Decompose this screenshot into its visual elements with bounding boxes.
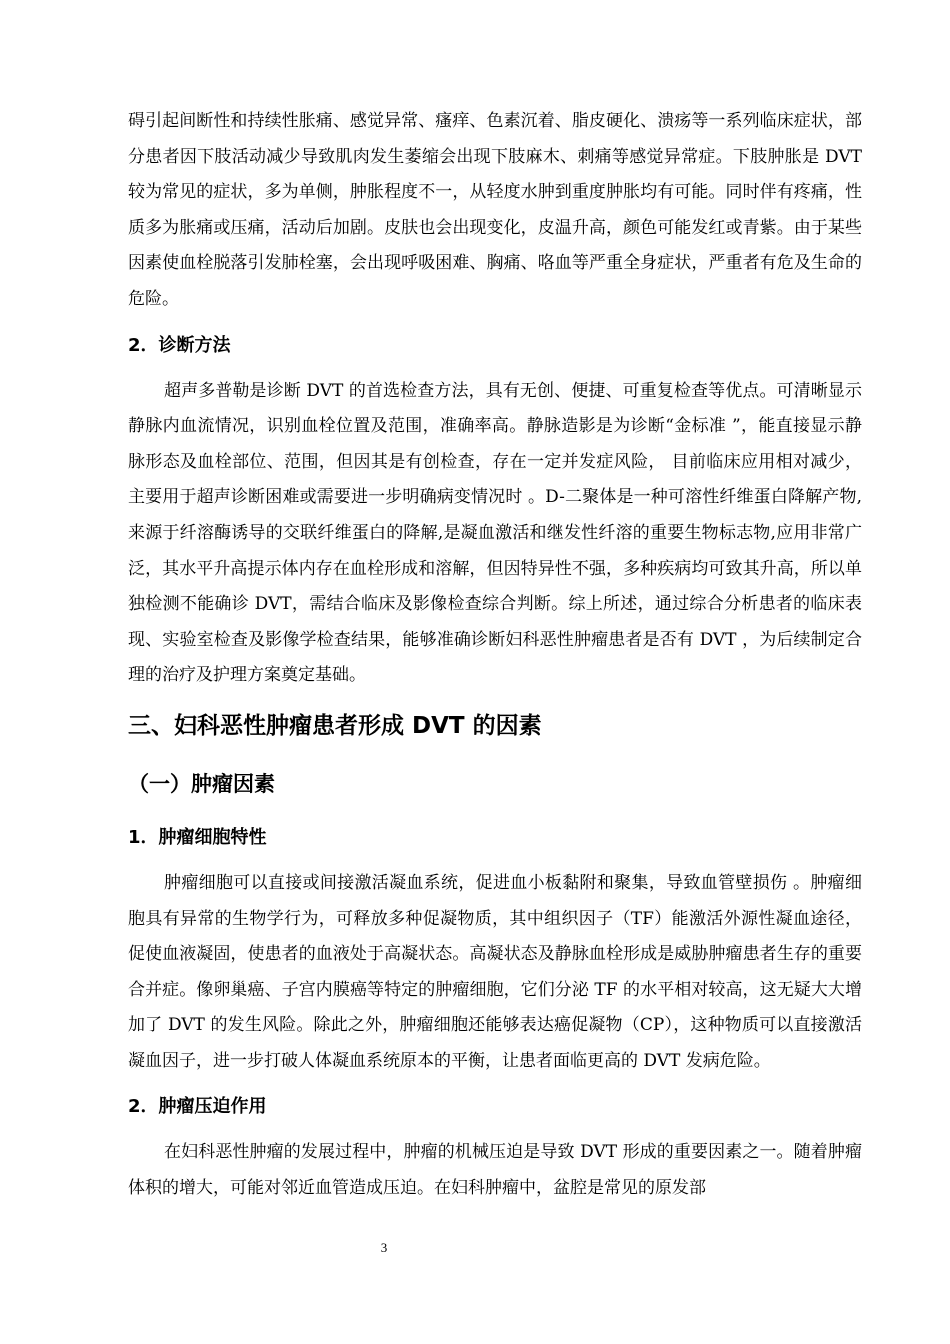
document-page	[128, 104, 862, 1207]
heading-diagnosis-methods: 2．诊断方法	[128, 334, 231, 356]
paragraph-symptoms: 碍引起间断性和持续性胀痛、感觉异常、瘙痒、色素沉着、脂皮硬化、溃疡等一系列临床症状，部分患者因下肢活动减少导致肌肉发生萎缩会出现下肢麻木、刺痛等感觉异常症。下肢肿胀是 DVT 较为常见的症状，多为单侧，肿胀程度不一，从轻度水肿到重度肿胀均有可能。同时伴有疼痛，性质多为胀痛或压痛，活动后加剧。皮肤也会出现变化，皮温升高，颜色可能发红或青紫。由于某些因素使血栓脱落引发肺栓塞，会出现呼吸困难、胸痛、咯血等严重全身症状，严重者有危及生命的危险。	[128, 111, 862, 309]
paragraph-compression: 在妇科恶性肿瘤的发展过程中，肿瘤的机械压迫是导致 DVT 形成的重要因素之一。随着肿瘤体积的增大，可能对邻近血管造成压迫。在妇科肿瘤中，盆腔是常见的原发部	[128, 1142, 862, 1199]
page-number: 3	[380, 1240, 388, 1255]
paragraph-diagnosis: 超声多普勒是诊断 DVT 的首选检查方法，具有无创、便捷、可重复检查等优点。可清晰显示静脉内血流情况，识别血栓位置及范围，准确率高。静脉造影是为诊断“金标准 ”，能直接显示静脉形态及血栓部位、范围，但因其是有创检查，存在一定并发症风险， 目前临床应用相对减少，主要用于超声诊断困难或需要进一步明确病变情况时 。D-二聚体是一种可溶性纤维蛋白降解产物,来源于纤溶酶诱导的交联纤维蛋白的降解,是凝血激活和继发性纤溶的重要生物标志物,应用非常广泛，其水平升高提示体内存在血栓形成和溶解，但因特异性不强，多种疾病均可致其升高，所以单独检测不能确诊 DVT，需结合临床及影像检查综合判断。综上所述，通过综合分析患者的临床表现、实验室检查及影像学检查结果，能够准确诊断妇科恶性肿瘤患者是否有 DVT ，为后续制定合理的治疗及护理方案奠定基础。	[128, 380, 862, 686]
heading-tumor-cell-properties: 1．肿瘤细胞特性	[128, 826, 267, 848]
heading-tumor-factors: （一）肿瘤因素	[128, 771, 275, 796]
paragraph-tumor-cells: 肿瘤细胞可以直接或间接激活凝血系统，促进血小板黏附和聚集，导致血管壁损伤 。肿瘤细胞具有异常的生物学行为，可释放多种促凝物质，其中组织因子（TF）能激活外源性凝血途径，促使血液凝固，使患者的血液处于高凝状态。高凝状态及静脉血栓形成是威胁肿瘤患者生存的重要合并症。像卵巢癌、子宫内膜癌等特定的肿瘤细胞，它们分泌 TF 的水平相对较高，这无疑大大增加了 DVT 的发生风险。除此之外，肿瘤细胞还能够表达癌促凝物（CP），这种物质可以直接激活凝血因子，进一步打破人体凝血系统原本的平衡，让患者面临更高的 DVT 发病危险。	[128, 872, 862, 1071]
heading-section-three: 三、妇科恶性肿瘤患者形成 DVT 的因素	[128, 712, 542, 739]
heading-tumor-compression: 2．肿瘤压迫作用	[128, 1096, 267, 1118]
